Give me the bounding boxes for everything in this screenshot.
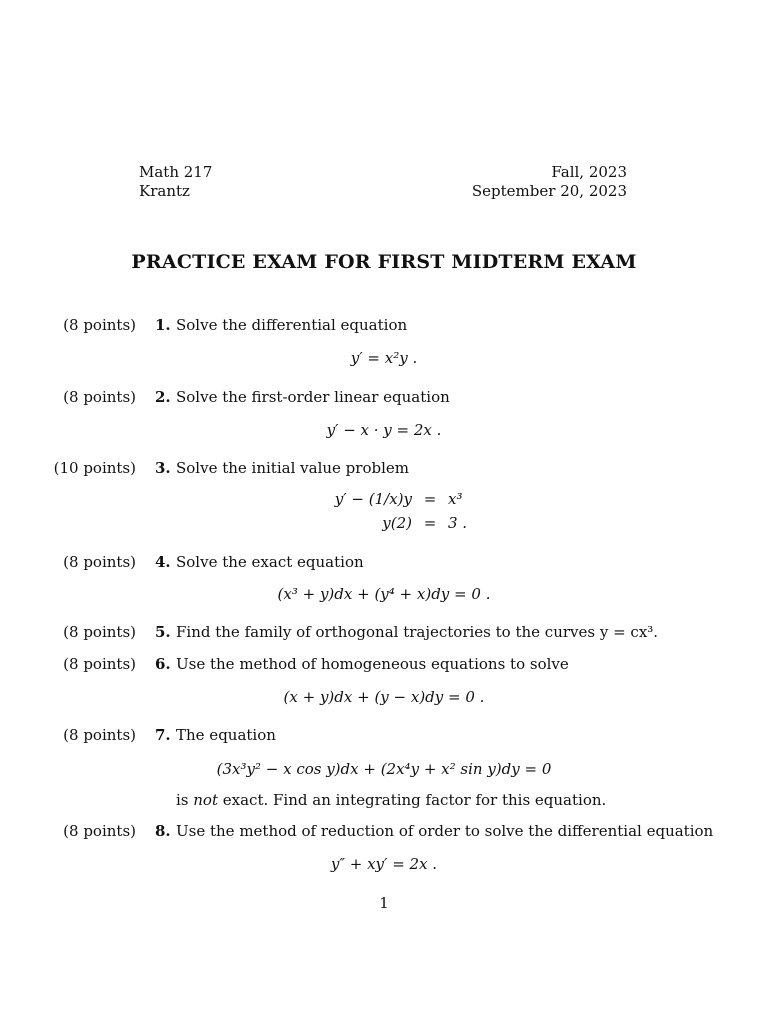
followup-prefix: is: [176, 791, 194, 809]
followup-emphasis: not: [193, 791, 218, 809]
problem-number: 7.: [155, 726, 171, 744]
problem-points: (8 points): [63, 623, 136, 641]
problem-points: (8 points): [63, 655, 136, 673]
problem-points: (8 points): [63, 388, 136, 406]
problem-number: 1.: [155, 316, 171, 334]
problem-points: (8 points): [63, 553, 136, 571]
problem-followup: [176, 791, 606, 810]
problem-statement: The equation: [176, 726, 276, 744]
problem-statement: Solve the exact equation: [176, 553, 364, 571]
system-lhs: y(2): [382, 513, 412, 532]
problem-statement: Solve the first-order linear equation: [176, 388, 450, 406]
term-info: [472, 163, 627, 201]
system-rhs: x³: [448, 489, 463, 508]
problem-number: 2.: [155, 388, 171, 406]
exam-date: September 20, 2023: [471, 182, 627, 200]
problem-points: (8 points): [63, 316, 136, 334]
problem-number: 4.: [155, 553, 171, 571]
problem-points: (8 points): [63, 822, 136, 840]
course-name: Math 217: [139, 163, 213, 181]
problem-equation: y′ − x · y = 2x .: [326, 421, 442, 439]
problem-statement: Solve the initial value problem: [176, 459, 409, 477]
problem-number: 6.: [155, 655, 171, 673]
problem-equation: (3x³y² − x cos y)dx + (2x⁴y + x² sin y)dy = 0: [216, 760, 552, 778]
problem-number: 3.: [155, 459, 171, 477]
problem-equation: (x³ + y)dx + (y⁴ + x)dy = 0 .: [277, 585, 491, 603]
problem-equation: (x + y)dx + (y − x)dy = 0 .: [283, 688, 485, 706]
problem-points: (10 points): [53, 459, 136, 477]
problem-equation: y′ = x²y .: [350, 349, 418, 367]
problem-statement: Solve the differential equation: [176, 316, 408, 334]
system-lhs: y′ − (1/x)y: [334, 489, 412, 508]
problem-number: 5.: [155, 623, 171, 641]
problem-number: 8.: [155, 822, 171, 840]
instructor-name: Krantz: [139, 182, 190, 200]
followup-suffix: exact. Find an integrating factor for this equation.: [218, 791, 607, 809]
problem-statement: Use the method of homogeneous equations to solve: [176, 655, 569, 673]
system-row: [300, 511, 538, 535]
course-info: [139, 163, 212, 201]
problem-equation: y″ + xy′ = 2x .: [330, 855, 438, 873]
system-relation: =: [423, 489, 437, 508]
page-number: 1: [379, 894, 389, 912]
system-rhs: 3 .: [448, 513, 468, 532]
page-title: PRACTICE EXAM FOR FIRST MIDTERM EXAM: [131, 251, 637, 273]
problem-statement: Use the method of reduction of order to solve the differential equation: [176, 822, 714, 840]
problem-points: (8 points): [63, 726, 136, 744]
system-relation: =: [423, 513, 437, 532]
system-row: [300, 487, 538, 511]
problem-statement: Find the family of orthogonal trajectories to the curves y = cx³.: [176, 623, 659, 641]
term: Fall, 2023: [551, 163, 627, 181]
initial-value-system: [300, 487, 538, 535]
